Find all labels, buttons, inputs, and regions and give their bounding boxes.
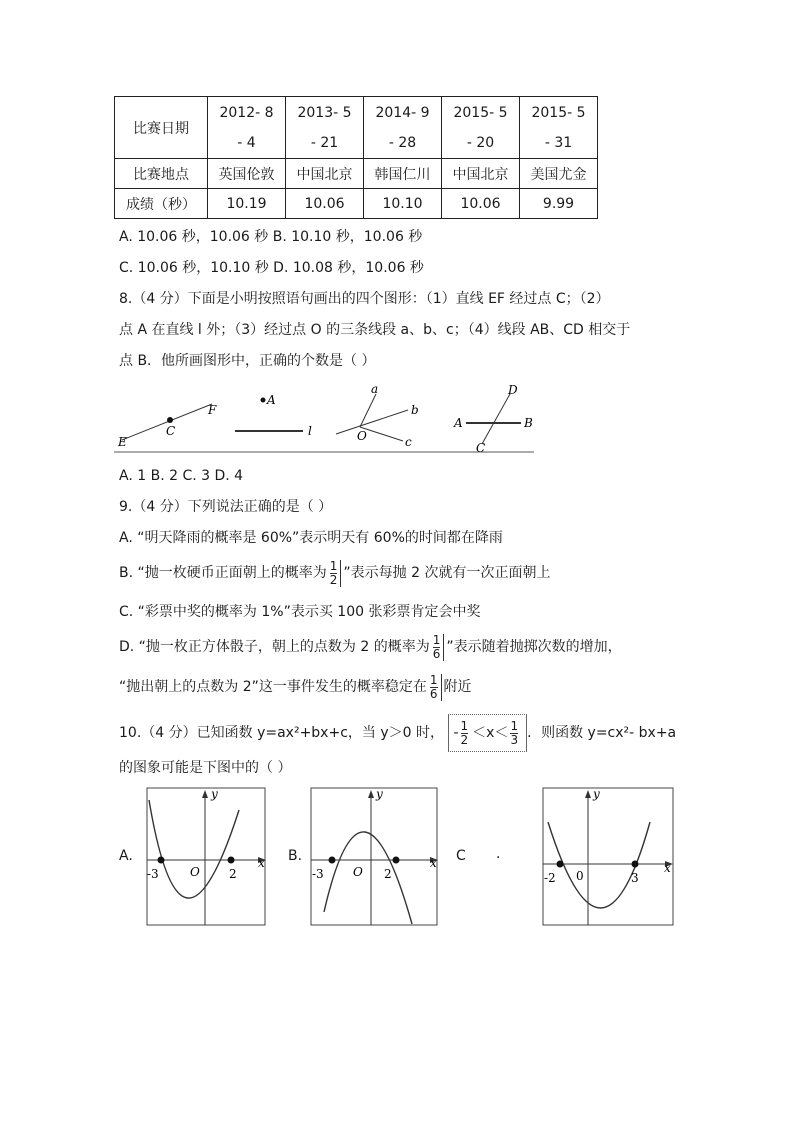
label-o: O — [357, 429, 367, 443]
y-axis-arrow-icon — [202, 790, 208, 798]
table-cell — [364, 97, 442, 159]
table-cell — [520, 97, 598, 159]
graph-c-label: C — [456, 848, 466, 864]
table-header-date — [115, 97, 208, 159]
root-point — [557, 861, 564, 868]
label-a: A — [267, 393, 276, 407]
label-seg-a: a — [371, 382, 379, 396]
q7-options-line1: A. 10.06 秒，10.06 秒 B. 10.10 秒，10.06 秒 — [119, 229, 423, 245]
label-e: E — [118, 435, 127, 449]
label-b: B — [524, 416, 533, 430]
fraction-numerator: 1 — [329, 558, 338, 573]
label-l: l — [308, 424, 312, 438]
root-point — [228, 857, 235, 864]
table-cell: 10.06 — [442, 189, 520, 219]
q8-stem-line3: 点 B．他所画图形中，正确的个数是（ ） — [119, 353, 376, 369]
q10-stem-line2: 的图象可能是下图中的（ ） — [119, 760, 292, 776]
point-c — [167, 417, 173, 423]
fraction-denominator: 6 — [432, 646, 441, 661]
graph-c-dot: . — [496, 846, 501, 862]
graph-a-label: A. — [119, 848, 133, 864]
table-row — [115, 97, 598, 159]
q9-b-text-after: ”表示每抛 2 次就有一次正面朝上 — [343, 565, 551, 581]
origin-label: O — [353, 865, 363, 879]
inequality-box — [448, 714, 527, 752]
tick-label: 2 — [229, 867, 237, 881]
date-top: 2015- 5 — [531, 104, 586, 121]
date-bottom: - 21 — [310, 134, 339, 151]
table-row — [115, 189, 598, 219]
table-cell: 10.19 — [208, 189, 286, 219]
date-top: 2014- 9 — [375, 104, 430, 121]
q9-option-b — [119, 556, 550, 590]
q10-text: 10.（4 分）已知函数 y=ax²+bx+c，当 y＞0 时， — [119, 725, 444, 741]
tick-label: 2 — [384, 867, 392, 881]
y-axis-label: y — [376, 787, 383, 801]
label-a2: A — [454, 416, 463, 430]
root-point — [632, 861, 639, 868]
y-axis-label: y — [593, 787, 600, 801]
q9-option-d — [119, 630, 622, 664]
q9-d-text: D. “抛一枚正方体骰子，朝上的点数为 2 的概率为 — [119, 639, 430, 655]
segment-a — [360, 394, 376, 427]
point-a — [261, 398, 266, 403]
tick-label: 3 — [631, 871, 639, 885]
fraction-denominator: 2 — [329, 572, 338, 587]
graph-c — [540, 786, 676, 927]
fraction-denominator: 3 — [510, 732, 519, 747]
tick-label: -2 — [544, 871, 556, 885]
results-table — [114, 96, 598, 219]
table-cell: 美国尤金 — [520, 159, 598, 189]
fraction-sixth — [429, 674, 442, 701]
graph-frame — [147, 788, 265, 925]
label-c: C — [166, 424, 176, 438]
fraction-half — [329, 560, 342, 587]
date-top: 2012- 8 — [219, 104, 274, 121]
date-bottom: - 31 — [544, 134, 573, 151]
table-cell: 中国北京 — [286, 159, 364, 189]
label-f: F — [208, 403, 217, 417]
y-axis-arrow-icon — [585, 790, 591, 798]
fraction-third — [509, 720, 521, 747]
root-point — [393, 857, 400, 864]
table-cell: 9.99 — [520, 189, 598, 219]
q8-stem-line1: 8.（4 分）下面是小明按照语句画出的四个图形：（1）直线 EF 经过点 C；（2） — [119, 291, 610, 307]
x-axis-label: x — [664, 861, 671, 875]
label-seg-c: c — [405, 435, 412, 449]
y-axis-label: y — [211, 787, 218, 801]
table-cell — [286, 97, 364, 159]
cell-label: 比赛日期 — [133, 120, 189, 137]
label-seg-b: b — [411, 403, 419, 417]
table-header-place: 比赛地点 — [115, 159, 208, 189]
date-bottom: - 28 — [388, 134, 417, 151]
fraction-numerator: 1 — [432, 632, 441, 647]
minus-sign: - — [453, 725, 459, 741]
q8-stem-line2: 点 A 在直线 l 外；（3）经过点 O 的三条线段 a、b、c；（4）线段 AB、CD 相交于 — [119, 322, 631, 338]
graph-frame — [311, 788, 437, 925]
date-bottom: - 4 — [237, 134, 256, 151]
segment-cd — [482, 394, 510, 444]
label-c2: C — [476, 441, 486, 454]
root-point — [158, 857, 165, 864]
q9-d-text-after: ”表示随着抛掷次数的增加， — [446, 639, 622, 655]
table-cell: 中国北京 — [442, 159, 520, 189]
q9-b-text: B. “抛一枚硬币正面朝上的概率为 — [119, 565, 327, 581]
fraction-denominator: 6 — [429, 686, 438, 701]
date-top: 2013- 5 — [297, 104, 352, 121]
table-cell — [442, 97, 520, 159]
graph-b-label: B. — [288, 848, 303, 864]
q9-option-a: A. “明天降雨的概率是 60%”表示明天有 60%的时间都在降雨 — [119, 530, 503, 546]
tick-label: -3 — [147, 867, 159, 881]
tick-label: -3 — [312, 867, 324, 881]
parabola — [149, 800, 239, 898]
x-axis-label: x — [430, 856, 437, 870]
q7-options-line2: C. 10.06 秒，10.10 秒 D. 10.08 秒，10.06 秒 — [119, 260, 424, 276]
table-cell: 10.10 — [364, 189, 442, 219]
table-cell — [208, 97, 286, 159]
fraction-numerator: 1 — [460, 718, 469, 733]
q9-option-c: C. “彩票中奖的概率为 1%”表示买 100 张彩票肯定会中奖 — [119, 604, 481, 620]
y-axis-arrow-icon — [368, 790, 374, 798]
q8-options: A. 1 B. 2 C. 3 D. 4 — [119, 468, 244, 484]
date-top: 2015- 5 — [453, 104, 508, 121]
q10-text-after: ．则函数 y=cx²- bx+a — [527, 725, 677, 741]
inequality-middle: ＜x＜ — [472, 725, 509, 741]
root-point — [329, 857, 336, 864]
q9-stem: 9.（4 分）下列说法正确的是（ ） — [119, 499, 333, 515]
fraction-numerator: 1 — [510, 718, 519, 733]
q9-d2-text-after: 附近 — [443, 679, 472, 695]
table-cell: 韩国仁川 — [364, 159, 442, 189]
q10-stem-line1 — [119, 714, 676, 752]
fraction-numerator: 1 — [429, 672, 438, 687]
fraction-denominator: 2 — [460, 732, 469, 747]
q8-figures — [114, 382, 538, 454]
fraction-half — [460, 720, 472, 747]
x-axis-label: x — [258, 856, 265, 870]
table-header-score: 成绩（秒） — [115, 189, 208, 219]
label-d: D — [508, 383, 518, 397]
table-cell: 英国伦敦 — [208, 159, 286, 189]
parabola — [324, 832, 412, 924]
fraction-sixth — [432, 634, 445, 661]
origin-label: O — [190, 865, 200, 879]
table-cell: 10.06 — [286, 189, 364, 219]
table-row — [115, 159, 598, 189]
q9-option-d-cont — [119, 670, 472, 704]
date-bottom: - 20 — [466, 134, 495, 151]
graph-a — [141, 786, 268, 927]
origin-label: 0 — [576, 869, 584, 883]
q9-d2-text: “抛出朝上的点数为 2”这一事件发生的概率稳定在 — [119, 679, 427, 695]
graph-b — [308, 786, 440, 927]
graph-frame — [543, 788, 673, 925]
